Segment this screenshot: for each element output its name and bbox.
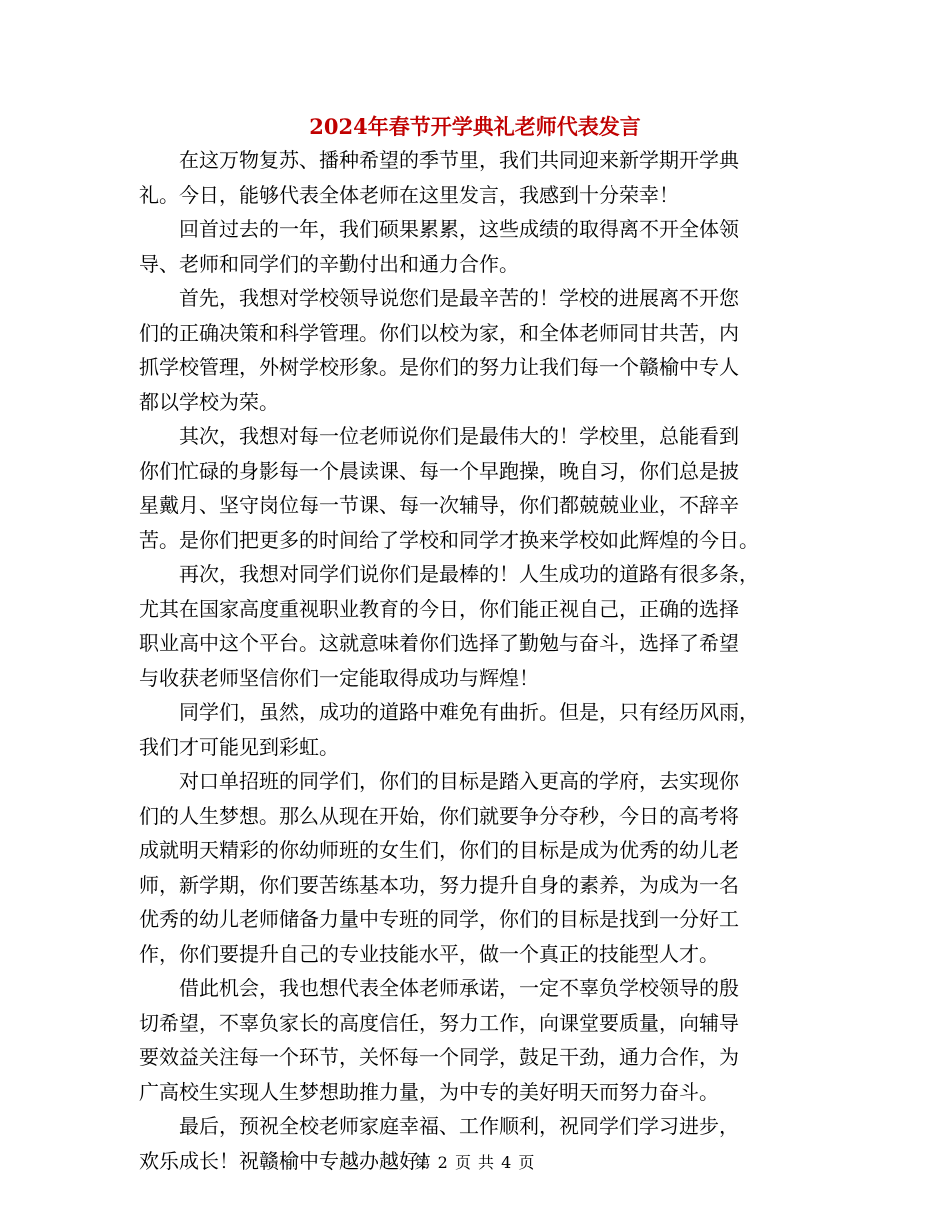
paragraph-review: 回首过去的一年，我们硕果累累，这些成绩的取得离不开全体领 导、老师和同学们的辛勤付出和通力合作。 — [139, 217, 739, 276]
document-title: 2024年春节开学典礼老师代表发言 — [309, 114, 641, 139]
document-body — [139, 143, 809, 1178]
paragraph-leaders: 首先，我想对学校领导说您们是最辛苦的！学校的进展离不开您 们的正确决策和科学管理。你们以校为家，和全体老师同甘共苦，内 抓学校管理，外树学校形象。是你们的努力让我们每一个赣榆中专人 都以学校为荣。 — [139, 286, 739, 414]
paragraph-students: 再次，我想对同学们说你们是最棒的！人生成功的道路有很多条， 尤其在国家高度重视职业教育的今日，你们能正视自己，正确的选择 职业高中这个平台。这就意味着你们选择了勤勉与奋斗，选择了希望 与收获老师坚信你们一定能取得成功与辉煌！ — [139, 562, 759, 690]
paragraph-pledge: 借此机会，我也想代表全体老师承诺，一定不辜负学校领导的殷 切希望，不辜负家长的高度信任，努力工作，向课堂要质量，向辅导 要效益关注每一个环节，关怀每一个同学，鼓足干劲，通力合作，为 广高校生实现人生梦想助推力量，为中专的美好明天而努力奋斗。 — [139, 976, 739, 1104]
page-number-footer: 第 2 页 共 4 页 — [414, 1153, 536, 1172]
paragraph-encouragement: 同学们，虽然，成功的道路中难免有曲折。但是，只有经历风雨， 我们才可能见到彩虹。 — [139, 700, 759, 759]
paragraph-closing: 最后，预祝全校老师家庭幸福、工作顺利，祝同学们学习进步， 欢乐成长！祝赣榆中专越办越好！ — [139, 1114, 739, 1173]
paragraph-intro: 在这万物复苏、播种希望的季节里，我们共同迎来新学期开学典 礼。今日，能够代表全体老师在这里发言，我感到十分荣幸！ — [139, 148, 739, 207]
paragraph-class-goals: 对口单招班的同学们，你们的目标是踏入更高的学府，去实现你 们的人生梦想。那么从现在开始，你们就要争分夺秒，今日的高考将 成就明天精彩的你幼师班的女生们，你们的目标是成为优秀的幼儿老 师，新学期，你们要苦练基本功，努力提升自身的素养，为成为一名 优秀的幼儿老师储备力量中专班的同学，你们的目标是找到一分好工 作，你们要提升自己的专业技能水平，做一个真正的技能型人才。 — [139, 769, 739, 966]
paragraph-teachers: 其次，我想对每一位老师说你们是最伟大的！学校里，总能看到 你们忙碌的身影每一个晨读课、每一个早跑操，晚自习，你们总是披 星戴月、坚守岗位每一节课、每一次辅导，你们都兢兢业业，不辞辛 苦。是你们把更多的时间给了学校和同学才换来学校如此辉煌的今日。 — [139, 424, 759, 552]
